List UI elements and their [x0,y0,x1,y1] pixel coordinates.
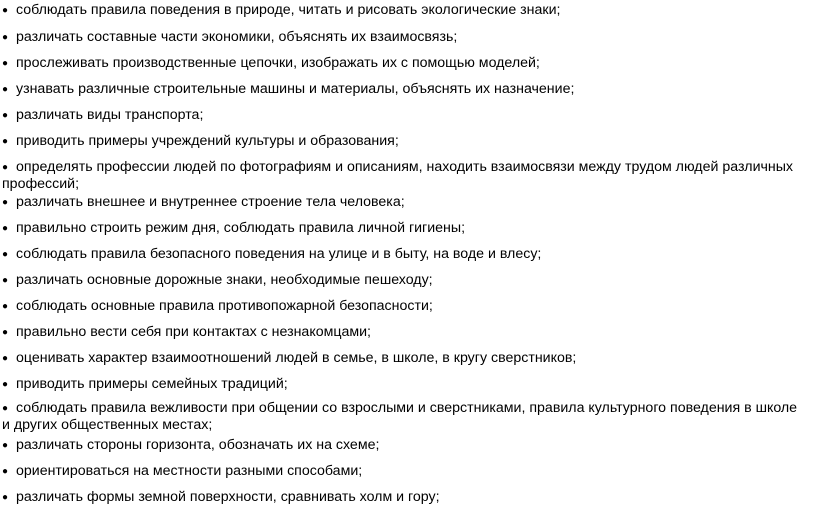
list-item [2,133,802,150]
list-item-text: различать составные части экономики, объяснять их взаимосвязь; [16,29,458,45]
list-item-text: прослеживать производственные цепочки, изображать их с помощью моделей; [16,55,540,71]
list-item-text: различать формы земной поверхности, сравнивать холм и гору; [16,489,440,505]
list-item-text: приводить примеры семейных традиций; [16,376,288,392]
list-item [2,81,802,98]
bullet-icon: ● [2,403,9,414]
list-item [2,194,802,211]
bullet-icon: ● [2,353,9,364]
bullet-icon: ● [2,197,9,208]
bullet-icon: ● [2,58,9,69]
list-item-text: различать основные дорожные знаки, необходимые пешеходу; [16,272,433,288]
bullet-icon: ● [2,275,9,286]
bullet-icon: ● [2,223,9,234]
bullet-icon: ● [2,84,9,95]
list-item [2,350,802,367]
bullet-icon: ● [2,249,9,260]
list-item-text: узнавать различные строительные машины и материалы, объяснять их назначение; [16,81,575,97]
list-item-text: соблюдать основные правила противопожарной безопасности; [16,298,433,314]
list-item [2,489,802,506]
list-item [2,437,802,454]
bullet-icon: ● [2,5,9,16]
list-item-text: различать внешнее и внутреннее строение тела человека; [16,194,405,210]
list-item-text: различать стороны горизонта, обозначать их на схеме; [16,437,380,453]
bullet-icon: ● [2,110,9,121]
list-item [2,107,802,124]
list-item [2,55,802,72]
bullet-icon: ● [2,301,9,312]
bullet-icon: ● [2,440,9,451]
list-item-text: определять профессии людей по фотографиям и описаниям, находить взаимосвязи между трудом людей различных профессий; [2,159,794,192]
list-item-text: соблюдать правила поведения в природе, читать и рисовать экологические знаки; [16,2,561,18]
bullet-icon: ● [2,32,9,43]
list-item-text: соблюдать правила безопасного поведения на улице и в быту, на воде и влесу; [16,246,542,262]
list-item [2,159,802,193]
list-item [2,272,802,289]
list-item-text: оценивать характер взаимоотношений людей в семье, в школе, в кругу сверстников; [16,350,577,366]
list-item-text: различать виды транспорта; [16,107,204,123]
list-item-text: правильно вести себя при контактах с незнакомцами; [16,324,371,340]
list-item-text: ориентироваться на местности разными способами; [16,463,363,479]
list-item [2,400,802,434]
bullet-icon: ● [2,379,9,390]
list-item-text: приводить примеры учреждений культуры и образования; [16,133,399,149]
list-item [2,246,802,263]
bullet-icon: ● [2,327,9,338]
list-item [2,324,802,341]
bullet-icon: ● [2,136,9,147]
list-item [2,463,802,480]
list-item [2,2,802,19]
list-item-text: соблюдать правила вежливости при общении со взрослыми и сверстниками, правила культурного поведения в школе и других общественных местах; [2,400,798,433]
list-item [2,298,802,315]
bullet-icon: ● [2,466,9,477]
list-item-text: правильно строить режим дня, соблюдать правила личной гигиены; [16,220,466,236]
list-item [2,376,802,393]
list-item [2,29,802,46]
bullet-icon: ● [2,492,9,503]
bullet-icon: ● [2,162,9,173]
list-item [2,220,802,237]
